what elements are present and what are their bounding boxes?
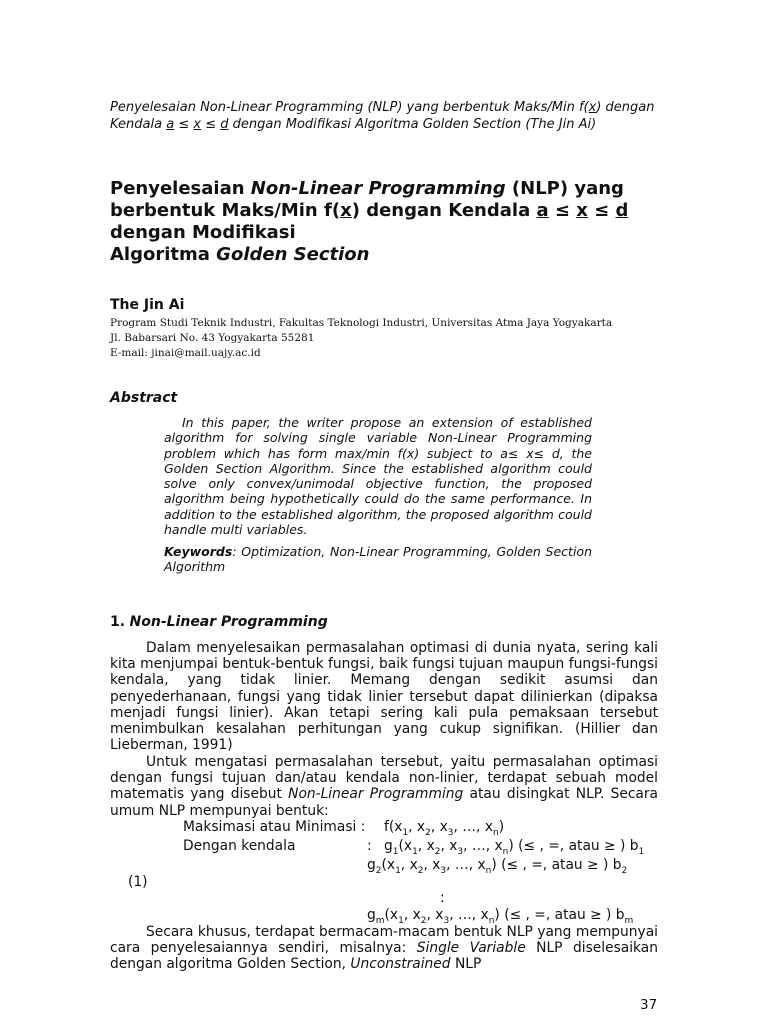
eq-colon: : [367,838,372,854]
author-affiliation [110,316,612,361]
eq-vertical-dots: : [440,890,445,906]
running-header-line-1: Penyelesaian Non-Linear Programming (NLP) yang berbentuk Maks/Min f(x) dengan [110,100,655,115]
eq-label-objective: Maksimasi atau Minimasi : [183,819,366,835]
eq-constraint-m: $g_m(x_1$, $x_2$, $x_3$, …, $x_n$) (≤ , =, atau ≥ ) $b_m$ [367,907,634,926]
email-line: E-mail: jinai@mail.uajy.ac.id [110,347,261,359]
abstract-heading: Abstract [110,390,178,406]
running-header [110,99,670,133]
section-paragraph-1: Dalam menyelesaikan permasalahan optimasi di dunia nyata, sering kali kita menjumpai bentuk-bentuk fungsi, baik fungsi tujuan maupun fungsi-fungsi kendala, yang tidak linier. Memang dengan sedikit asumsi dan penyederhanaan, fungsi yang tidak linier tersebut dapat dilinierkan (dipaksa menjadi fungsi linier). Akan tetapi sering kali pula pemaksaan tersebut menimbulkan kesalahan perhitungan yang cukup signifikan. (Hillier dan Lieberman, 1991) [110,640,658,754]
section-paragraph-2: Untuk mengatasi permasalahan tersebut, yaitu permasalahan optimasi dengan fungsi tujuan dan/atau kendala non-linier, terdapat sebuah model matematis yang disebut Non-Linear Programming atau disingkat NLP. Secara umum NLP mempunyai bentuk: [110,754,658,819]
eq-objective: $f(x_1$, $x_2$, $x_3$, …, $x_n$) [384,819,505,838]
page-number: 37 [640,997,658,1013]
eq-constraint-2: $g_2(x_1$, $x_2$, $x_3$, …, $x_n$) (≤ , =, atau ≥ ) $b_2$ [367,857,628,876]
keywords-label: Keywords [164,544,233,559]
abstract-text: In this paper, the writer propose an extension of established algorithm for solving single variable Non-Linear Programming problem which has form max/min f(x) subject to a≤ x≤ d, the Golden Section Algorithm. Since the established algorithm could solve only convex/unimodal objective function, the proposed algorithm being hypothetically could do the same performance. In addition to the established algorithm, the proposed algorithm could handle multi variables. [164,415,592,538]
affiliation-line: Program Studi Teknik Industri, Fakultas Teknologi Industri, Universitas Atma Jaya Yogyakarta [110,317,613,329]
address-line: Jl. Babarsari No. 43 Yogyakarta 55281 [110,332,315,344]
running-header-line-2: Kendala a ≤ x ≤ d dengan Modifikasi Algoritma Golden Section (The Jin Ai) [110,117,597,132]
section-paragraph-3: Secara khusus, terdapat bermacam-macam bentuk NLP yang mempunyai cara penyelesaiannya sendiri, misalnya: Single Variable NLP diselesaikan dengan algoritma Golden Section, Unconstrained NLP [110,924,658,973]
eq-number: (1) [128,874,148,890]
author-name: The Jin Ai [110,297,185,313]
eq-constraint-1: $g_1(x_1$, $x_2$, $x_3$, …, $x_n$) (≤ , =, atau ≥ ) $b_1$ [384,838,645,857]
eq-label-constraint: Dengan kendala [183,838,296,854]
section-heading: 1. Non-Linear Programming [110,614,328,630]
keywords: Keywords: Optimization, Non-Linear Programming, Golden Section Algorithm [164,544,592,575]
paper-title: Penyelesaian Non-Linear Programming (NLP) yang berbentuk Maks/Min f(x) dengan Kendala a ≤ x ≤ d dengan Modifikasi Algoritma Golden Section [110,178,629,265]
